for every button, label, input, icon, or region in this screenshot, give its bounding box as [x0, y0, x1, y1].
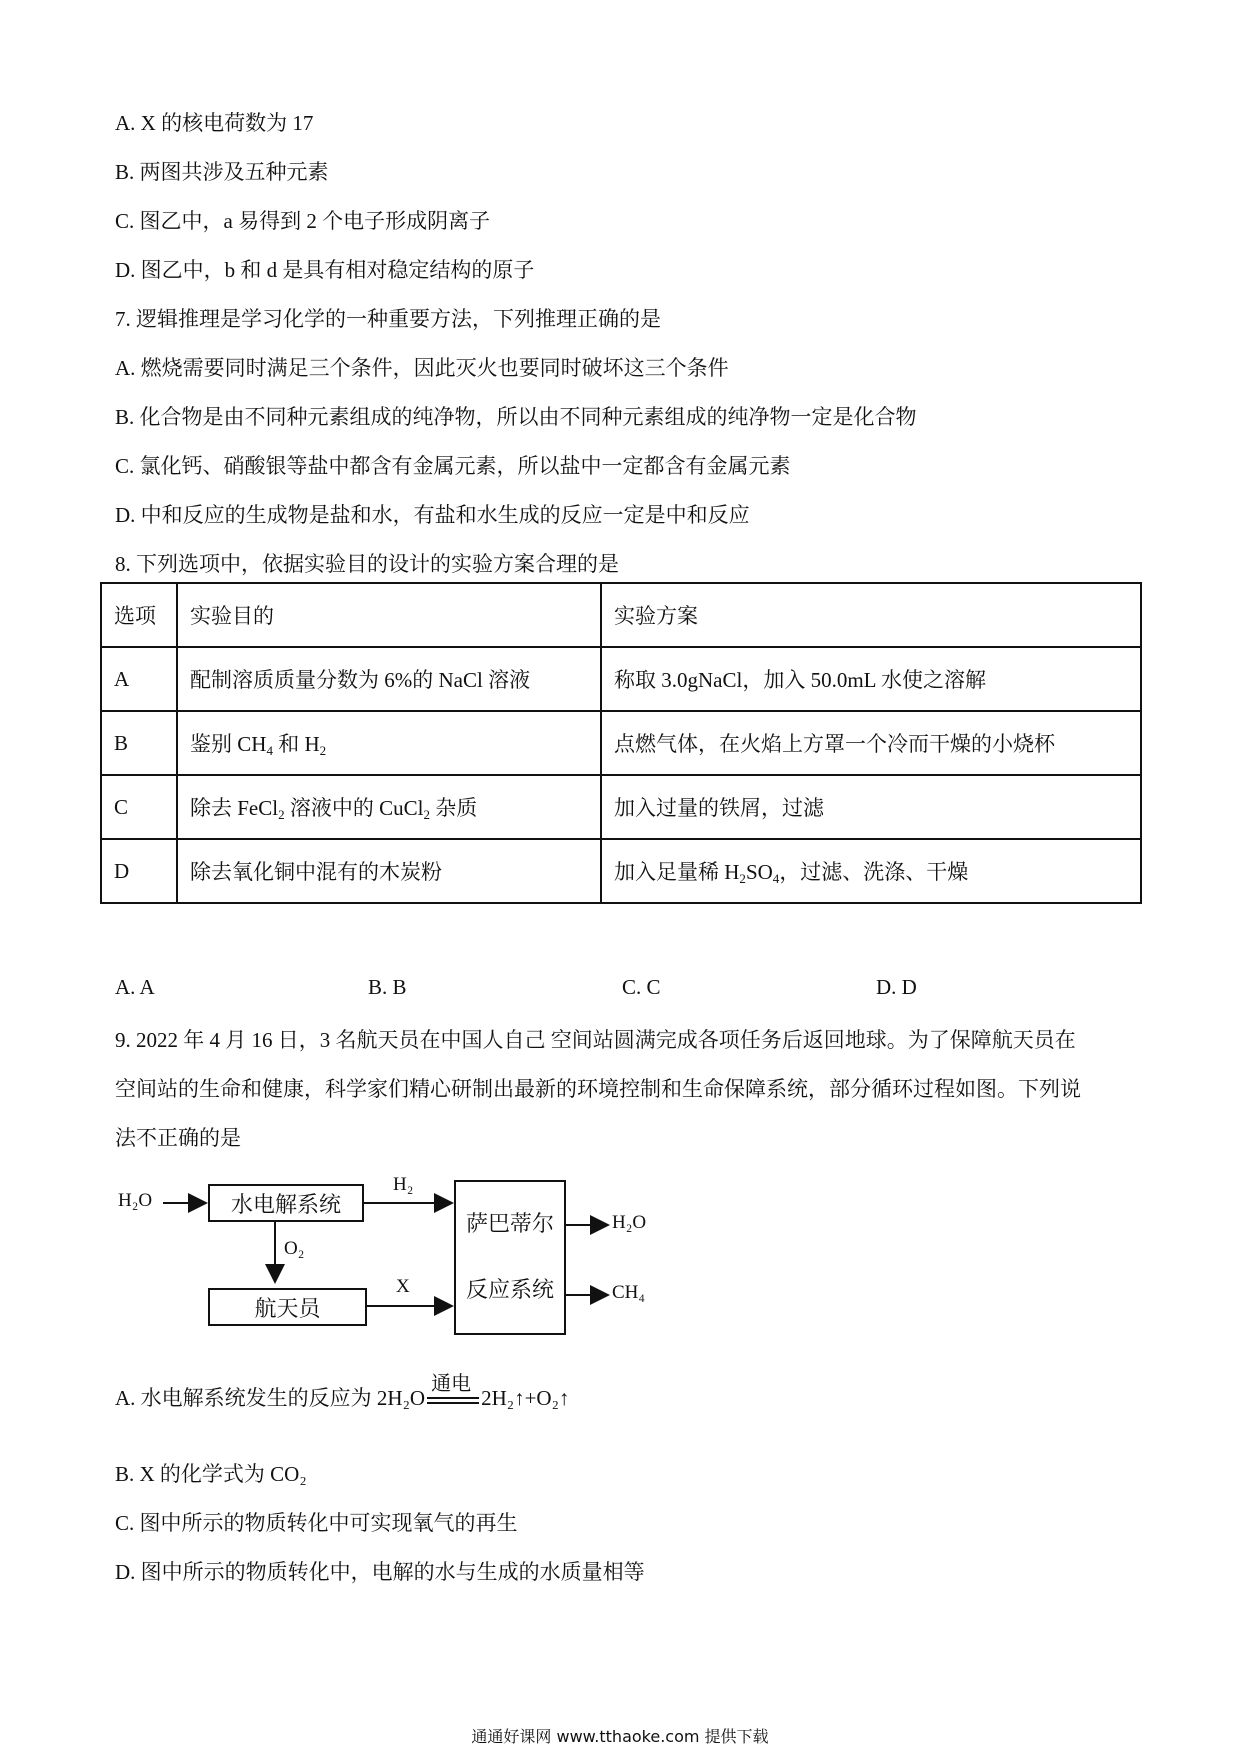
diagram-x-label: X [396, 1276, 410, 1297]
page-footer: 通通好课网 www.tthaoke.com 提供下载 [471, 1727, 769, 1746]
q6-option-c: C. 图乙中，a 易得到 2 个电子形成阴离子 [115, 209, 491, 233]
sabatier-reaction-box [454, 1180, 566, 1335]
q9-stem-line2: 空间站的生命和健康，科学家们精心研制出最新的环境控制和生命保障系统，部分循环过程如图。下列说 [115, 1077, 1081, 1101]
row-option: B [101, 711, 177, 775]
q9-option-c: C. 图中所示的物质转化中可实现氧气的再生 [115, 1511, 518, 1535]
q7-stem: 7. 逻辑推理是学习化学的一种重要方法，下列推理正确的是 [115, 307, 661, 331]
q8-choice-b: B. B [368, 975, 407, 999]
table-row [101, 711, 1141, 775]
q6-option-d: D. 图乙中，b 和 d 是具有相对稳定结构的原子 [115, 258, 535, 282]
q9-option-d: D. 图中所示的物质转化中，电解的水与生成的水质量相等 [115, 1560, 645, 1584]
table-header-row [101, 583, 1141, 647]
diagram-input-water: H₂O [118, 1190, 153, 1211]
q9-option-a: A. 水电解系统发生的反应为 2H₂O 通电 2H₂↑+O₂↑ [115, 1371, 570, 1410]
q7-option-b: B. 化合物是由不同种元素组成的纯净物，所以由不同种元素组成的纯净物一定是化合物 [115, 405, 917, 429]
q7-option-c: C. 氯化钙、硝酸银等盐中都含有金属元素，所以盐中一定都含有金属元素 [115, 454, 791, 478]
header-plan: 实验方案 [601, 583, 1141, 647]
table-row [101, 839, 1141, 903]
row-purpose: 鉴别 $CH_4$ 和 $H_2$ [177, 711, 601, 775]
table-row [101, 775, 1141, 839]
sabatier-line1: 萨巴蒂尔 [465, 1211, 554, 1237]
q9-stem-line3: 法不正确的是 [115, 1126, 241, 1150]
q9-stem-line1: 9. 2022 年 4 月 16 日，3 名航天员在中国人自己 空间站圆满完成各项任务后返回地球。为了保障航天员在 [115, 1028, 1076, 1052]
q8-table [100, 582, 1142, 904]
q7-option-a: A. 燃烧需要同时满足三个条件，因此灭火也要同时破坏这三个条件 [115, 356, 729, 380]
diagram-output-methane: CH₄ [612, 1282, 646, 1303]
q9-option-b: B. X 的化学式为 CO₂ [115, 1462, 307, 1486]
q7-option-d: D. 中和反应的生成物是盐和水，有盐和水生成的反应一定是中和反应 [115, 503, 750, 527]
row-option: C [101, 775, 177, 839]
row-plan: 点燃气体，在火焰上方罩一个冷而干燥的小烧杯 [601, 711, 1141, 775]
sabatier-line2: 反应系统 [465, 1277, 554, 1303]
q6-option-a: A. X 的核电荷数为 17 [115, 111, 314, 135]
header-purpose: 实验目的 [177, 583, 601, 647]
row-plan: 加入过量的铁屑，过滤 [601, 775, 1141, 839]
row-purpose: 除去 FeCl$_2$ 溶液中的 CuCl$_2$ 杂质 [177, 775, 601, 839]
diagram-h2-label: H₂ [393, 1174, 414, 1195]
header-option: 选项 [101, 583, 177, 647]
q8-stem: 8. 下列选项中，依据实验目的设计的实验方案合理的是 [115, 552, 619, 576]
row-plan: 加入足量稀 $H_2SO_4$，过滤、洗涤、干燥 [601, 839, 1141, 903]
astronaut-box: 航天员 [208, 1288, 367, 1326]
q8-choice-d: D. D [876, 975, 917, 999]
table-row [101, 647, 1141, 711]
row-purpose: 配制溶质质量分数为 6%的 NaCl 溶液 [177, 647, 601, 711]
row-option: A [101, 647, 177, 711]
q8-choice-a: A. A [115, 975, 155, 999]
row-purpose: 除去氧化铜中混有的木炭粉 [177, 839, 601, 903]
diagram-o2-label: O₂ [284, 1238, 305, 1259]
q8-choice-c: C. C [622, 975, 661, 999]
q6-option-b: B. 两图共涉及五种元素 [115, 160, 329, 184]
row-plan: 称取 3.0gNaCl，加入 50.0mL 水使之溶解 [601, 647, 1141, 711]
row-option: D [101, 839, 177, 903]
electrolysis-system-box: 水电解系统 [208, 1184, 364, 1222]
reaction-equals-sign: 通电 [427, 1389, 479, 1411]
diagram-output-water: H₂O [612, 1212, 647, 1233]
